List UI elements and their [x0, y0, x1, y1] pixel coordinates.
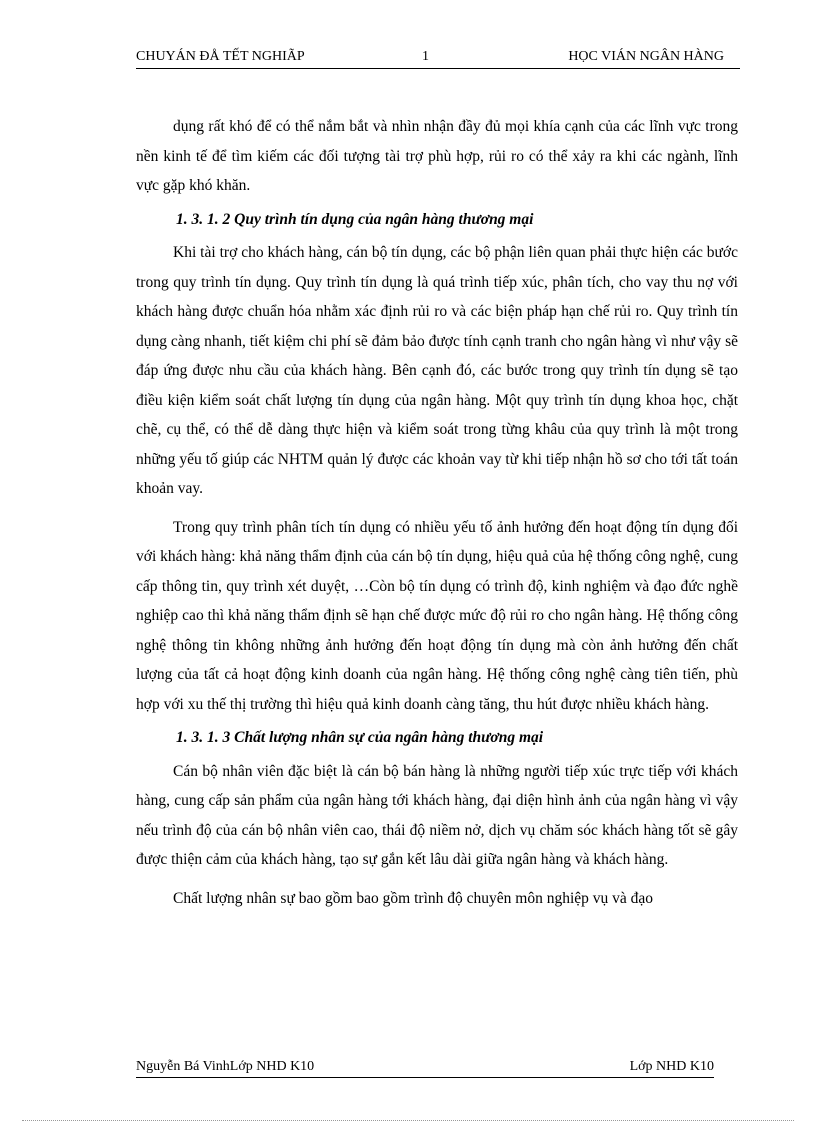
document-body — [136, 112, 738, 913]
page-edge-divider — [22, 1120, 794, 1121]
header-title: CHUYÁN ĐÅ TẾT NGHIÃP — [136, 49, 305, 64]
paragraph-4: Cán bộ nhân viên đặc biệt là cán bộ bán hàng là những người tiếp xúc trực tiếp với khách hàng, cung cấp sản phẩm của ngân hàng tới khách hàng, đại diện hình ảnh của ngân hàng vì vậy nếu trình độ của cán bộ nhân viên cao, thái độ niềm nở, dịch vụ chăm sóc khách hàng tốt sẽ gây được thiện cảm của khách hàng, tạo sự gắn kết lâu dài giữa ngân hàng và khách hàng. — [136, 762, 738, 868]
footer-class: Lớp NHD K10 — [629, 1059, 714, 1074]
paragraph-5: Chất lượng nhân sự bao gồm bao gồm trình độ chuyên môn nghiệp vụ và đạo — [173, 889, 654, 907]
section-heading-1-3-1-2: 1. 3. 1. 2 Quy trình tín dụng của ngân hàng thương mại — [176, 210, 534, 228]
footer-author: Nguyễn Bá VinhLớp NHD K10 — [136, 1059, 315, 1074]
paragraph-1: dụng rất khó để có thể nắm bắt và nhìn nhận đầy đủ mọi khía cạnh của các lĩnh vực trong nền kinh tế để tìm kiếm các đối tượng tài trợ phù hợp, rủi ro có thể xảy ra khi các ngành, lĩnh vực gặp khó khăn. — [136, 118, 738, 194]
page-number: 1 — [422, 49, 429, 64]
paragraph-2: Khi tài trợ cho khách hàng, cán bộ tín dụng, các bộ phận liên quan phải thực hiện các bước trong quy trình tín dụng. Quy trình tín dụng là quá trình tiếp xúc, phân tích, cho vay thu nợ với khách hàng được chuẩn hóa nhằm xác định rủi ro và các biện pháp hạn chế rủi ro. Quy trình tín dụng càng nhanh, tiết kiệm chi phí sẽ đảm bảo được tính cạnh tranh cho ngân hàng vì như vậy sẽ đáp ứng được nhu cầu của khách hàng. Bên cạnh đó, các bước trong quy trình tín dụng sẽ tạo điều kiện kiểm soát chất lượng tín dụng của ngân hàng. Một quy trình tín dụng khoa học, chặt chẽ, cụ thể, có thể dễ dàng thực hiện và kiểm soát trong từng khâu của quy trình là một trong những yếu tố giúp các NHTM quản lý được các khoản vay từ khi tiếp nhận hồ sơ cho tới tất toán khoản vay. — [136, 244, 738, 497]
header-institution: HỌC VIÁN NGÂN HÀNG — [568, 49, 724, 64]
page-header — [136, 46, 740, 69]
section-heading-1-3-1-3: 1. 3. 1. 3 Chất lượng nhân sự của ngân hàng thương mại — [176, 729, 544, 746]
page-footer — [136, 1057, 714, 1078]
paragraph-3: Trong quy trình phân tích tín dụng có nhiều yếu tố ảnh hưởng đến hoạt động tín dụng đối với khách hàng: khả năng thẩm định của cán bộ tín dụng, hiệu quả của hệ thống công nghệ, cung cấp thông tin, quy trình xét duyệt, …Còn bộ tín dụng có trình độ, kinh nghiệm và đạo đức nghề nghiệp cao thì khả năng thẩm định sẽ hạn chế được mức độ rủi ro cho ngân hàng. Hệ thống công nghệ thông tin không những ảnh hưởng đến hoạt động tín dụng mà còn ảnh hưởng đến chất lượng của tất cả hoạt động kinh doanh của ngân hàng. Hệ thống công nghệ càng tiên tiến, phù hợp với xu thế thị trường thì hiệu quả kinh doanh càng tăng, thu hút được nhiều khách hàng. — [136, 518, 738, 713]
